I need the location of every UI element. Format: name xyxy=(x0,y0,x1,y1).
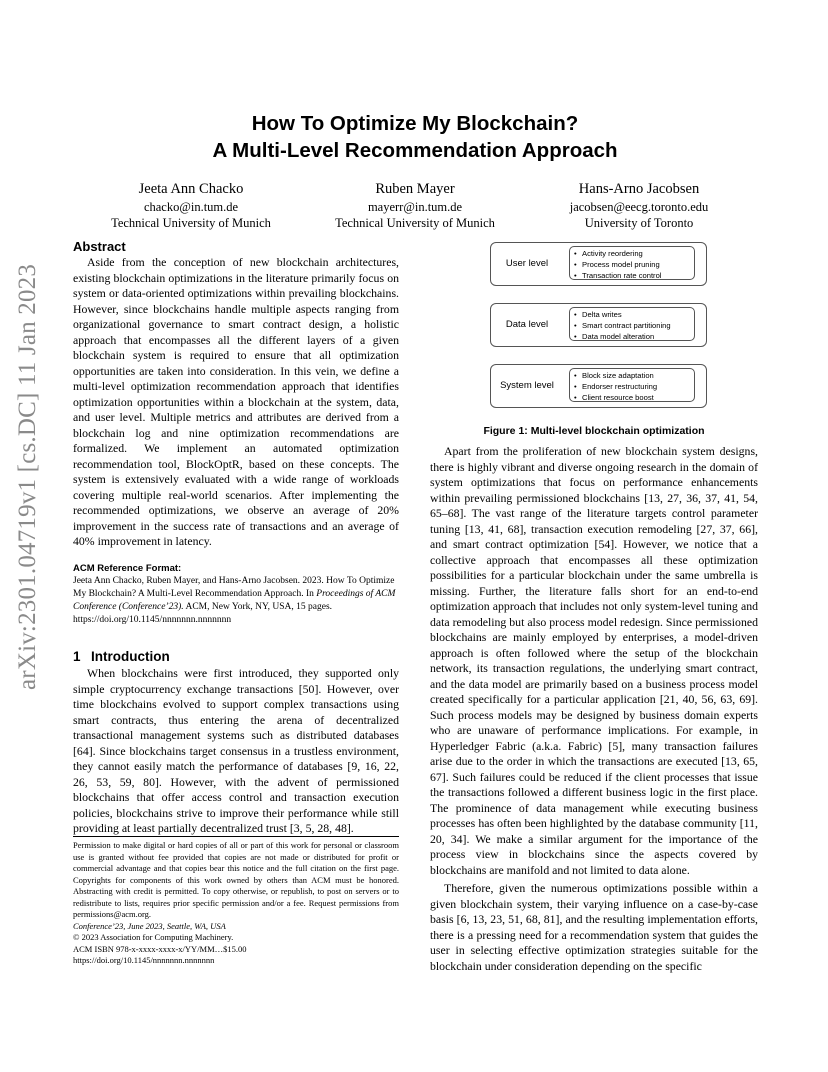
author-name: Jeeta Ann Chacko xyxy=(138,181,244,197)
level-items xyxy=(569,246,695,280)
author-email: chacko@in.tum.de xyxy=(143,200,239,214)
permission-notice: Permission to make digital or hard copies of all or part of this work for personal or classroom use is granted without fee provided that copies are not made or distributed for profit or commercial advantage and that copies bear this notice and the full citation on the first page. Copyrights for components of this work owned by others than ACM must be honored. Abstracting with credit is permitted. To copy otherwise, or republish, to post on servers or to redistribute to lists, requires prior specific permission and/or a fee. Request permissions from permissions@acm.org. xyxy=(73,840,399,919)
author-email: mayerr@in.tum.de xyxy=(367,200,463,214)
figure-row-data-level xyxy=(490,303,707,347)
title-line-1: How To Optimize My Blockchain? xyxy=(251,112,579,135)
level-item: • Activity reordering xyxy=(574,248,694,259)
abstract-heading: Abstract xyxy=(73,239,126,254)
author-2 xyxy=(305,180,525,231)
level-item: • Delta writes xyxy=(574,309,694,320)
body-paragraph-1: Apart from the proliferation of new blockchain system designs, there is highly vibrant and diverse ongoing research in the domain of system optimizations that focus on performance enhancements within prevailing permissioned blockchains [13, 27, 36, 37, 41, 54, 65–68]. The vast range of the literature targets control parameter tuning [13, 41, 68], transaction execution remodeling [27, 37, 66], and smart contract optimization [54]. However, we notice that a collective approach that encompasses all these optimization possibilities for a particular blockchain under the same umbrella is missing. Further, the literature falls short for an end-to-end optimization approach that includes not only system-level tuning and data remodeling but also process model redesign. Since permissioned blockchains are mainly employed by enterprises, a model-driven approach is often followed where the setup of the blockchain network, its transaction regulations, the underlying smart contract, and the data model are primarily based on a business process model created specifically for a particular application [21, 40, 56, 63, 69]. Such process models may be designed by business domain experts who are unaware of performance implications. For example, in Hyperledger Fabric (a.k.a. Fabric) [5], many transaction failures arise due to the order in which the transactions are executed [13, 65, 67]. Such failures could be reduced if the client processes that issue the transactions followed a different business logic in the first place. The prominence of data management while executing business processes has often been highlighted by the database community [11, 20, 34]. We make a similar argument for the importance of the process view in blockchains since the aspects covered by blockchains are manifold and not limited to data alone. xyxy=(430,444,758,877)
isbn-line: ACM ISBN 978-x-xxxx-xxxx-x/YY/MM…$15.00 xyxy=(73,943,247,954)
level-item: • Smart contract partitioning xyxy=(574,320,694,331)
level-item: • Transaction rate control xyxy=(574,270,694,281)
copyright-footer xyxy=(73,840,399,967)
footer-divider xyxy=(73,836,399,837)
body-paragraph-2: Therefore, given the numerous optimizations possible within a given blockchain system, their varying influence on a case-by-case basis [6, 13, 23, 51, 68, 81], and the resulting implementation efforts, there is a pressing need for a recommendation system that guides the user in selecting effective optimization strategies suitable for the blockchain under consideration depending on the specific xyxy=(430,881,758,973)
figure-1 xyxy=(430,239,758,425)
level-item: • Client resource boost xyxy=(574,392,694,403)
author-affiliation: Technical University of Munich xyxy=(111,216,271,230)
left-column xyxy=(73,239,399,837)
doi-line: https://doi.org/10.1145/nnnnnnn.nnnnnnn xyxy=(73,955,215,965)
level-item: • Process model pruning xyxy=(574,259,694,270)
author-name: Ruben Mayer xyxy=(375,181,455,197)
author-name: Hans-Arno Jacobsen xyxy=(578,181,700,197)
figure-row-system-level xyxy=(490,364,707,408)
level-item: • Block size adaptation xyxy=(574,370,694,381)
acm-reference-venue: Proceedings of ACM Conference (Conference’23). xyxy=(73,588,396,612)
paper-title xyxy=(80,110,750,164)
author-affiliation: Technical University of Munich xyxy=(335,216,495,230)
level-label: User level xyxy=(505,258,549,269)
acm-reference-heading: ACM Reference Format: xyxy=(73,562,182,574)
level-label: System level xyxy=(500,380,554,391)
figure-row-user-level xyxy=(490,242,707,286)
figure-caption: Figure 1: Multi-level blockchain optimization xyxy=(483,425,705,437)
acm-reference-text xyxy=(73,575,399,628)
introduction-heading xyxy=(73,648,399,666)
acm-reference-part2: ACM, New York, NY, USA, 15 pages. https://doi.org/10.1145/nnnnnnn.nnnnnnn xyxy=(73,601,333,626)
author-email: jacobsen@eecg.toronto.edu xyxy=(569,200,709,214)
level-items xyxy=(569,368,695,402)
arxiv-identifier xyxy=(14,263,54,690)
author-3 xyxy=(529,180,749,231)
level-items xyxy=(569,307,695,341)
copyright-line: © 2023 Association for Computing Machinery. xyxy=(73,932,234,942)
introduction-text: When blockchains were first introduced, they supported only simple cryptocurrency exchange transactions [50]. However, over time blockchains evolved to support complex transactions using smart contracts, thus entering the arena of decentralized transactional management systems such as distributed databases [64]. Since blockchains target consensus in a trustless environment, they cannot easily match the performance of databases [9, 16, 22, 26, 53, 59, 80]. However, with the advent of permissioned blockchains that offer access control and transaction execution policies, blockchains strive to improve their performance while still providing at least partially decentralized trust [3, 5, 28, 48]. xyxy=(73,666,399,836)
conference-line: Conference’23, June 2023, Seattle, WA, USA xyxy=(73,920,226,931)
level-item: • Data model alteration xyxy=(574,331,694,342)
title-line-2: A Multi-Level Recommendation Approach xyxy=(212,139,618,162)
abstract-text: Aside from the conception of new blockchain architectures, existing blockchain optimizations in the literature primarily focus on system or data-oriented optimizations within prevailing blockchains. However, since blockchains handle multiple aspects ranging from organizational governance to smart contract design, a holistic approach that encompasses all the different layers of a given blockchain system is required to ensure that all optimization opportunities are taken into consideration. In this vein, we define a multi-level optimization recommendation approach that identifies optimization opportunities within a blockchain at the system, data, and user level. Multiple metrics and attributes are derived from a blockchain log and nine optimization recommendations are formalized. We implement an automated optimization recommendation tool, BlockOptR, based on these concepts. The system is extensively evaluated with a wide range of workloads covering multiple real-world scenarios. After implementing the recommended optimizations, we observe an average of 20% improvement in the success rate of transactions and an average of 40% improvement in latency. xyxy=(73,255,399,548)
level-item: • Endorser restructuring xyxy=(574,381,694,392)
author-affiliation: University of Toronto xyxy=(584,216,694,230)
section-number: 1 xyxy=(73,649,81,665)
section-title: Introduction xyxy=(91,649,170,665)
arxiv-identifier-text: arXiv:2301.04719v1 [cs.DC] 11 Jan 2023 xyxy=(14,263,41,690)
acm-reference-part1: Jeeta Ann Chacko, Ruben Mayer, and Hans-Arno Jacobsen. 2023. How To Optimize My Blockchain? A Multi-Level Recommendation Approach. In xyxy=(73,575,395,599)
author-block xyxy=(80,180,750,230)
author-1 xyxy=(81,180,301,231)
right-column xyxy=(430,239,758,974)
level-label: Data level xyxy=(505,319,549,330)
